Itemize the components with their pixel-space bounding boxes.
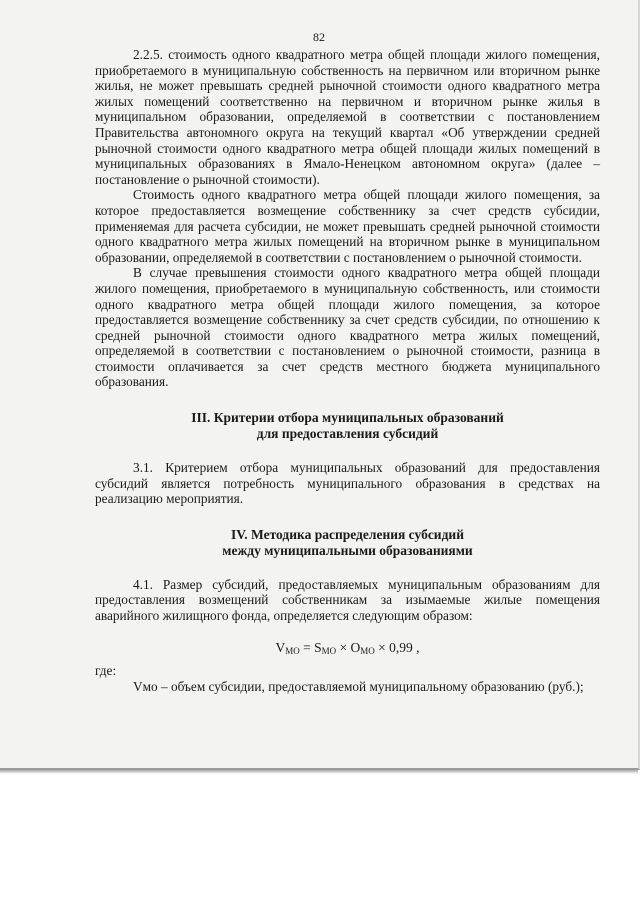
section-3-heading-line2: для предоставления субсидий: [256, 426, 439, 442]
formula-o-sub: МО: [360, 645, 375, 656]
definition-v: Vмо – объем субсидии, предоставляемой муниципальному образованию (руб.);: [133, 678, 584, 694]
paragraph-excess-cost: В случае превышения стоимости одного квадратного метра общей площади жилого помещения, приобретаемого в муниципальную собственность, или стоимости одного квадратного метра общей площади жилого помещения, за которое предоставляется возмещение собственнику за счет средств субсидии, по отношению к средней рыночной стоимости одного квадратного метра жилых помещений, определяемой в соответствии с постановлением о рыночной стоимости, разница в стоимости оплачивается за счет средств местного бюджета муниципального образования.: [95, 265, 600, 390]
paragraph-4-1: 4.1. Размер субсидий, предоставляемых муниципальным образованиям для предоставления возмещений собственникам за изымаемые жилые помещения аварийного жилищного фонда, определяется следующим образом:: [95, 576, 600, 624]
subsidy-formula: [95, 640, 600, 660]
paragraph-cost-limit: Стоимость одного квадратного метра общей площади жилого помещения, за которое предоставляется возмещение собственнику за счет средств субсидии, применяемая для расчета субсидии, не может превышать средней рыночной стоимости одного квадратного метра жилых помещений на вторичном рынке в муниципальном образовании, определяемой в соответствии с постановлением о рыночной стоимости.: [95, 187, 600, 265]
formula-s: S: [314, 639, 322, 655]
formula-times-1: ×: [336, 639, 351, 655]
formula-s-sub: МО: [321, 645, 337, 656]
section-4-heading-line1: IV. Методика распределения субсидий: [231, 526, 464, 542]
formula-eq: =: [299, 639, 315, 655]
section-3-heading-line1: III. Критерии отбора муниципальных образований: [191, 410, 504, 426]
section-4-heading-line2: между муниципальными образованиями: [222, 542, 473, 558]
section-3-heading: [95, 410, 600, 442]
where-label: где:: [95, 663, 117, 679]
paragraph-2-2-5: 2.2.5. стоимость одного квадратного метра общей площади жилого помещения, приобретаемого в муниципальную собственность на первичном или вторичном рынке жилья, не может превышать средней рыночной стоимости одного квадратного метра жилых помещений соответственно на первичном и вторичном рынке жилья в муниципальном образовании, определяемой в соответствии с постановлением Правительства автономного округа на текущий квартал «Об утверждении средней рыночной стоимости одного квадратного метра общей площади жилых помещений в муниципальных образованиях в Ямало-Ненецком автономном округа» (далее – постановление о рыночной стоимости).: [95, 47, 600, 187]
page-number: 82: [313, 30, 325, 44]
formula-v: V: [275, 639, 286, 655]
paragraph-3-1: 3.1. Критерием отбора муниципальных образований для предоставления субсидий является потребность муниципального образования в средствах на реализацию мероприятия.: [95, 460, 600, 507]
formula-times-2: × 0,99 ,: [374, 639, 420, 655]
section-4-heading: [95, 527, 600, 559]
formula-o: О: [350, 639, 361, 655]
page-content: [95, 47, 600, 694]
formula-v-sub: МО: [285, 645, 300, 656]
